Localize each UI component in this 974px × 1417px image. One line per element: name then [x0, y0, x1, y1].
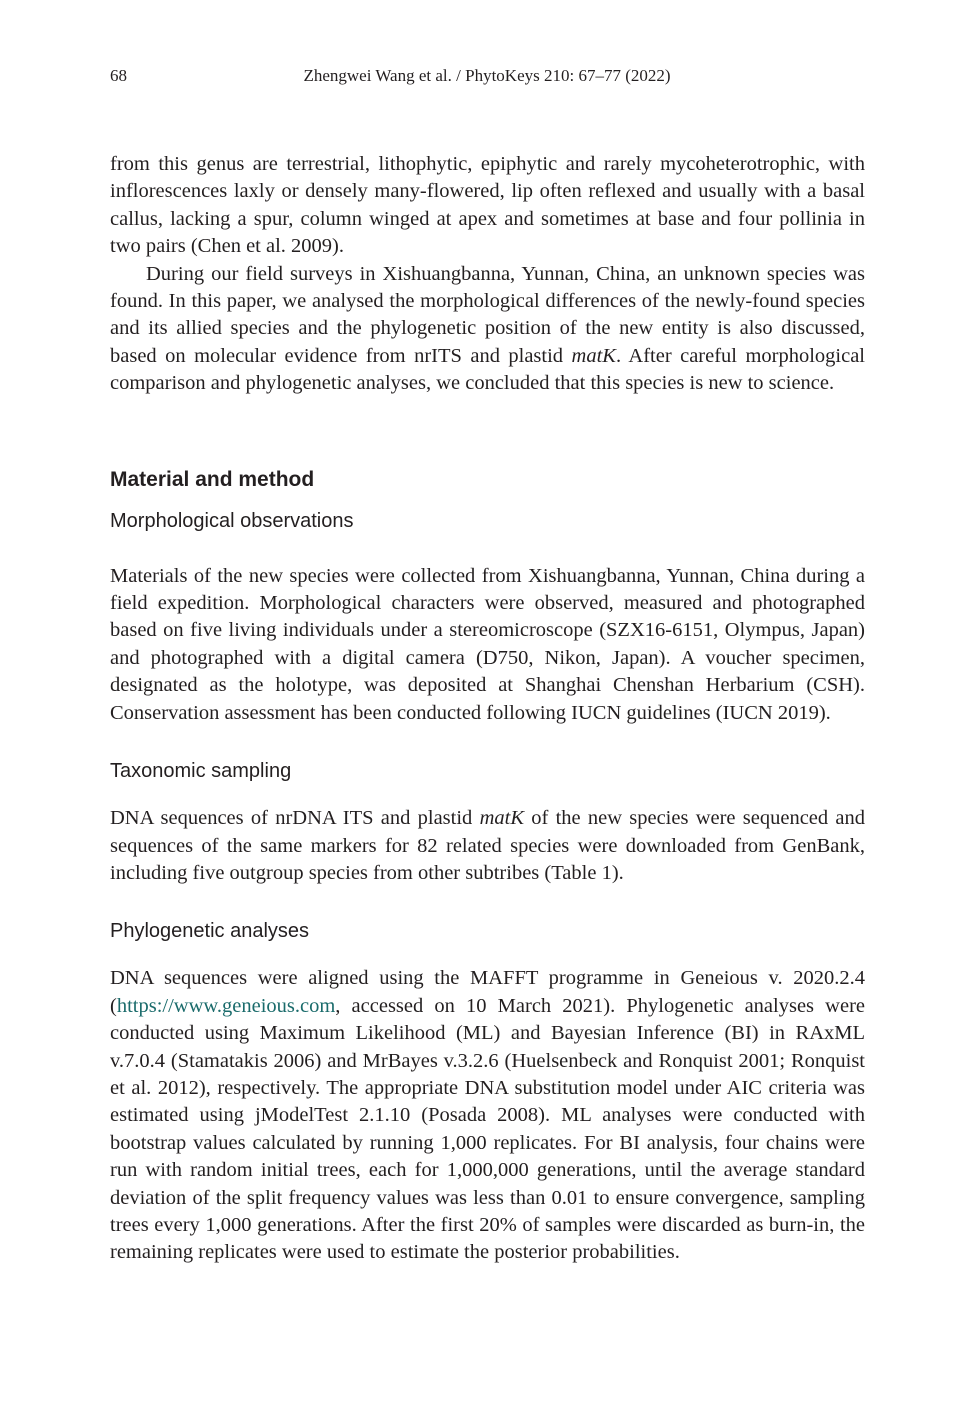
phylo-text-b: , accessed on 10 March 2021). Phylogenetic analyses were conducted using Maximum Likelihood (ML) and Bayesian Inference (BI) in RAxML v.7.0.4 (Stamatakis 2006) and MrBayes v.3.2.6 (Huelsenbeck and Ronquist 2001; Ronquist et al. 2012), respectively. The appropriate DNA substitution model under AIC criteria was estimated using jModelTest 2.1.10 (Posada 2008). ML analyses were conducted with bootstrap values calculated by running 1,000 replicates. For BI analysis, four chains were run with random initial trees, each for 1,000,000 generations, until the average standard deviation of the split frequency values was less than 0.01 to ensure convergence, sampling trees every 1,000 generations. After the first 20% of samples were discarded as burn-in, the remaining replicates were used to estimate the posterior probabilities.: [110, 994, 865, 1264]
page-number: 68: [110, 66, 127, 85]
phylogenetic-paragraph: [110, 965, 865, 1266]
subsection-heading-taxonomic: Taxonomic sampling: [110, 760, 292, 783]
subsection-heading-morphological: Morphological observations: [110, 509, 354, 532]
section-heading-material-method: Material and method: [110, 467, 315, 491]
page-header: [110, 66, 864, 94]
subsection-heading-phylogenetic: Phylogenetic analyses: [110, 920, 310, 943]
intro-p2-gene-name: matK: [571, 344, 616, 367]
intro-p2-text-a: During our field surveys in Xishuangbanna, Yunnan, China, an unknown species was found. In this paper, we analysed the morphological differences of the newly-found species and its allied species and the phylogenetic position of the new entity is also discussed, based on molecular evidence from nrITS and plastid: [110, 262, 865, 367]
main-content: [110, 151, 865, 1267]
morphological-paragraph: Materials of the new species were collected from Xishuangbanna, Yunnan, China during a field expedition. Morphological characters were observed, measured and photographed based on five living individuals under a stereomicroscope (SZX16-6151, Olympus, Japan) and photographed with a digital camera (D750, Nikon, Japan). A voucher specimen, designated as the holotype, was deposited at Shanghai Chenshan Herbarium (CSH). Conservation assessment has been conducted following IUCN guidelines (IUCN 2019).: [110, 564, 865, 724]
running-head: Zhengwei Wang et al. / PhytoKeys 210: 67–77 (2022): [303, 66, 671, 85]
taxonomic-paragraph: [110, 805, 865, 887]
taxo-text-b: of the new species were sequenced and sequences of the same markers for 82 related species were downloaded from GenBank, including five outgroup species from other subtribes (Table 1).: [110, 807, 865, 884]
intro-p2-text-b: . After careful morphological comparison and phylogenetic analyses, we concluded that this species is new to science.: [110, 344, 865, 395]
geneious-link[interactable]: https://www.geneious.com: [116, 994, 336, 1017]
taxo-text-a: DNA sequences of nrDNA ITS and plastid: [110, 807, 480, 830]
intro-paragraph-2: [110, 261, 865, 398]
phylo-text-a: DNA sequences were aligned using the MAFFT programme in Geneious v. 2020.2.4 (: [110, 967, 865, 1017]
taxo-gene-name: matK: [479, 807, 524, 830]
intro-paragraph-1: from this genus are terrestrial, lithophytic, epiphytic and rarely mycoheterotrophic, with inflorescences laxly or densely many-flowered, lip often reflexed and usually with a basal callus, lacking a spur, column winged at apex and sometimes at base and four pollinia in two pairs (Chen et al. 2009).: [110, 153, 865, 258]
